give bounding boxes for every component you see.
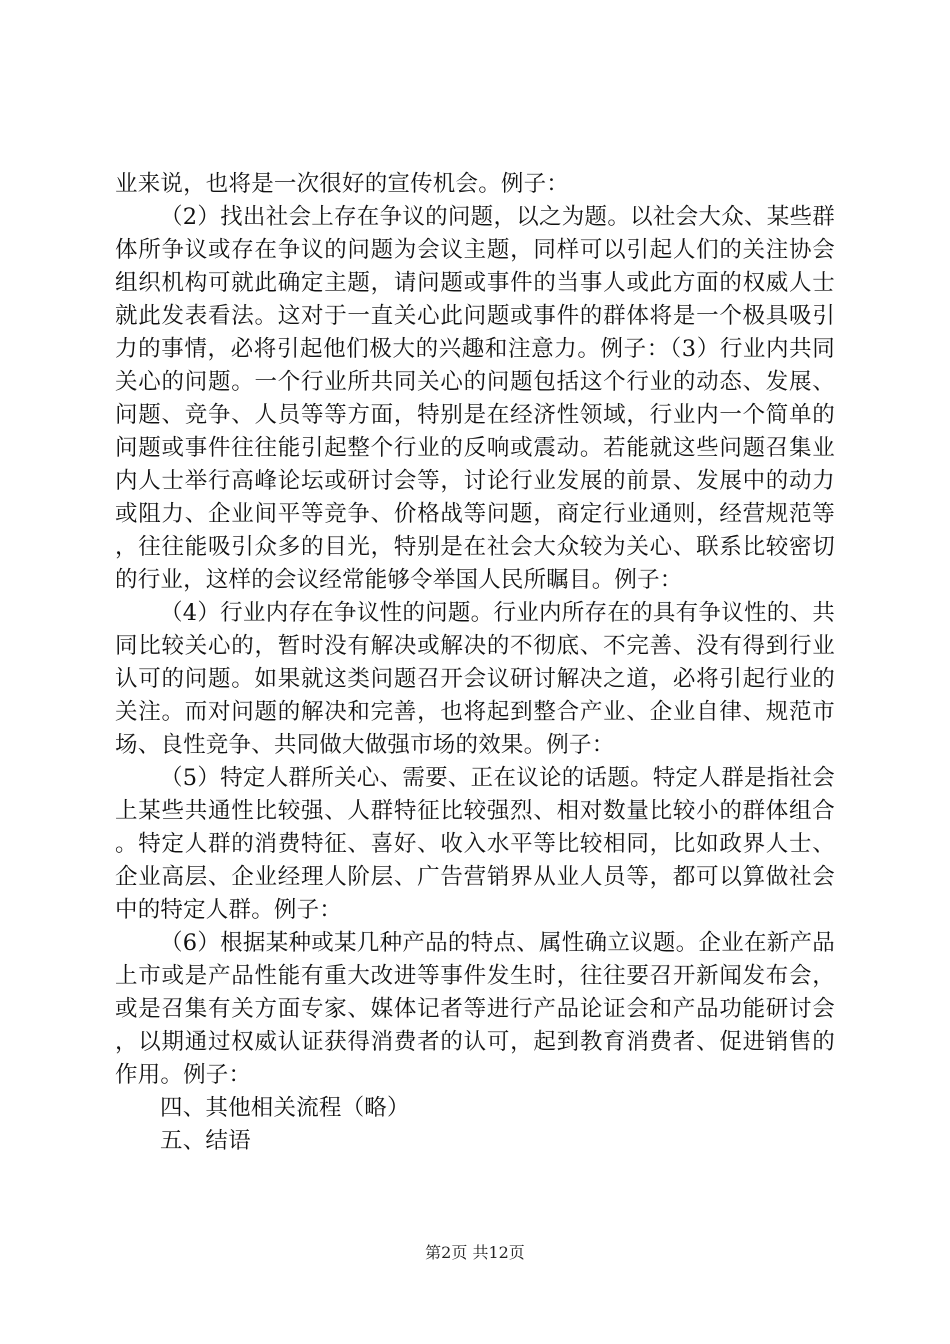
paragraph-item-5: （5）特定人群所关心、需要、正在议论的话题。特定人群是指社会上某些共通性比较强、人群特征比较强烈、相对数量比较小的群体组合。特定人群的消费特征、喜好、收入水平等比较相同，比如政界人士、企业高层、企业经理人阶层、广告营销界从业人员等，都可以算做社会中的特定人群。例子： xyxy=(115,765,835,923)
paragraph-item-6: （6）根据某种或某几种产品的特点、属性确立议题。企业在新产品上市或是产品性能有重大改进等事件发生时，往往要召开新闻发布会，或是召集有关方面专家、媒体记者等进行产品论证会和产品功能研讨会，以期通过权威认证获得消费者的认可，起到教育消费者、促进销售的作用。例子： xyxy=(115,930,835,1088)
document-body xyxy=(115,168,835,1158)
paragraph-item-4: （4）行业内存在争议性的问题。行业内所存在的具有争议性的、共同比较关心的，暂时没有解决或解决的不彻底、不完善、没有得到行业认可的问题。如果就这类问题召开会议研讨解决之道，必将引起行业的关注。而对问题的解决和完善，也将起到整合产业、企业自律、规范市场、良性竞争、共同做大做强市场的效果。例子： xyxy=(115,600,835,758)
section-heading-conclusion: 五、结语 xyxy=(160,1128,251,1154)
page-footer: 第2页 共12页 xyxy=(425,1243,525,1262)
paragraph-item-2-3: （2）找出社会上存在争议的问题，以之为题。以社会大众、某些群体所争议或存在争议的问题为会议主题，同样可以引起人们的关注协会组织机构可就此确定主题，请问题或事件的当事人或此方面的权威人士就此发表看法。这对于一直关心此问题或事件的群体将是一个极具吸引力的事情，必将引起他们极大的兴趣和注意力。例子：（3）行业内共同关心的问题。一个行业所共同关心的问题包括这个行业的动态、发展、问题、竞争、人员等等方面，特别是在经济性领域，行业内一个简单的问题或事件往往能引起整个行业的反响或震动。若能就这些问题召集业内人士举行高峰论坛或研讨会等，讨论行业发展的前景、发展中的动力或阻力、企业间平等竞争、价格战等问题，商定行业通则，经营规范等，往往能吸引众多的目光，特别是在社会大众较为关心、联系比较密切的行业，这样的会议经常能够令举国人民所瞩目。例子： xyxy=(115,204,835,593)
section-heading-other-process: 四、其他相关流程（略） xyxy=(160,1095,410,1121)
paragraph-continuation: 业来说，也将是一次很好的宣传机会。例子： xyxy=(115,171,570,197)
